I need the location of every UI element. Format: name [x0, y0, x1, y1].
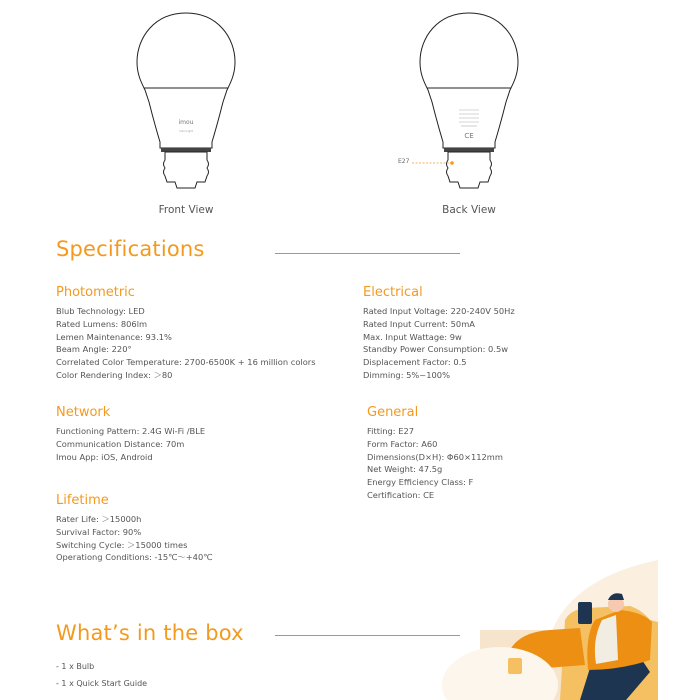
- spec-item: Operationg Conditions: -15℃～+40℃: [56, 552, 213, 563]
- ce-mark: CE: [464, 132, 474, 140]
- lifetime-title: Lifetime: [56, 493, 109, 508]
- spec-item: Rated Input Current: 50mA: [363, 318, 475, 329]
- specifications-title: Specifications: [56, 237, 205, 261]
- front-bulb-image: [130, 10, 242, 195]
- spec-item: Functioning Pattern: 2.4G Wi-Fi /BLE: [56, 426, 206, 436]
- spec-item: Form Factor: A60: [367, 438, 438, 449]
- spec-item: Correlated Color Temperature: 2700-6500K + 16 million colors: [56, 357, 316, 368]
- lifetime-list: [56, 513, 213, 564]
- spec-item: Imou App: iOS, Android: [56, 451, 153, 462]
- spec-item: Displacement Factor: 0.5: [363, 357, 467, 368]
- spec-item: Switching Cycle: ＞15000 times: [56, 539, 188, 550]
- spec-item: Dimming: 5%~100%: [363, 369, 450, 380]
- network-list: [56, 425, 205, 463]
- spec-item: Certification: CE: [367, 489, 435, 500]
- spec-item: Max. Input Wattage: 9w: [363, 331, 462, 342]
- e27-callout-label: E27: [398, 158, 410, 165]
- general-title: General: [367, 405, 419, 420]
- spec-item: Color Rendering Index: ＞80: [56, 369, 173, 380]
- box-divider: [275, 635, 460, 636]
- spec-item: Fitting: E27: [367, 426, 415, 436]
- spec-item: Blub Technology: LED: [56, 306, 145, 316]
- back-bulb-image: [413, 10, 525, 195]
- spec-item: Net Weight: 47.5g: [367, 464, 443, 475]
- spec-item: Survival Factor: 90%: [56, 526, 142, 537]
- general-list: [367, 425, 503, 502]
- box-item: - 1 x Quick Start Guide: [56, 679, 148, 688]
- spec-item: Standby Power Consumption: 0.5w: [363, 344, 509, 355]
- photometric-title: Photometric: [56, 285, 135, 300]
- imou-logo: imou: [178, 119, 194, 126]
- spec-item: Rated Lumens: 806lm: [56, 318, 148, 329]
- title-divider: [275, 253, 460, 254]
- photometric-list: [56, 305, 316, 382]
- front-view-label: Front View: [158, 204, 214, 216]
- spec-item: Communication Distance: 70m: [56, 438, 185, 449]
- person-on-sofa-illustration: [380, 560, 700, 700]
- spec-item: Rater Life: ＞15000h: [56, 514, 142, 524]
- spec-item: Beam Angle: 220°: [56, 344, 132, 355]
- spec-item: Energy Efficiency Class: F: [367, 477, 474, 488]
- electrical-title: Electrical: [363, 285, 423, 300]
- box-title: What’s in the box: [56, 621, 244, 645]
- spec-item: Lemen Maintenance: 93.1%: [56, 331, 172, 342]
- network-title: Network: [56, 405, 111, 420]
- box-item: - 1 x Bulb: [56, 662, 95, 671]
- spec-item: Rated Input Voltage: 220-240V 50Hz: [363, 306, 515, 316]
- spec-item: Dimensions(D×H): Φ60×112mm: [367, 451, 503, 462]
- electrical-list: [363, 305, 515, 382]
- box-list: [56, 658, 147, 692]
- svg-text:Color Light: Color Light: [179, 130, 193, 133]
- e27-callout-line: [412, 161, 452, 165]
- back-view-label: Back View: [442, 204, 496, 216]
